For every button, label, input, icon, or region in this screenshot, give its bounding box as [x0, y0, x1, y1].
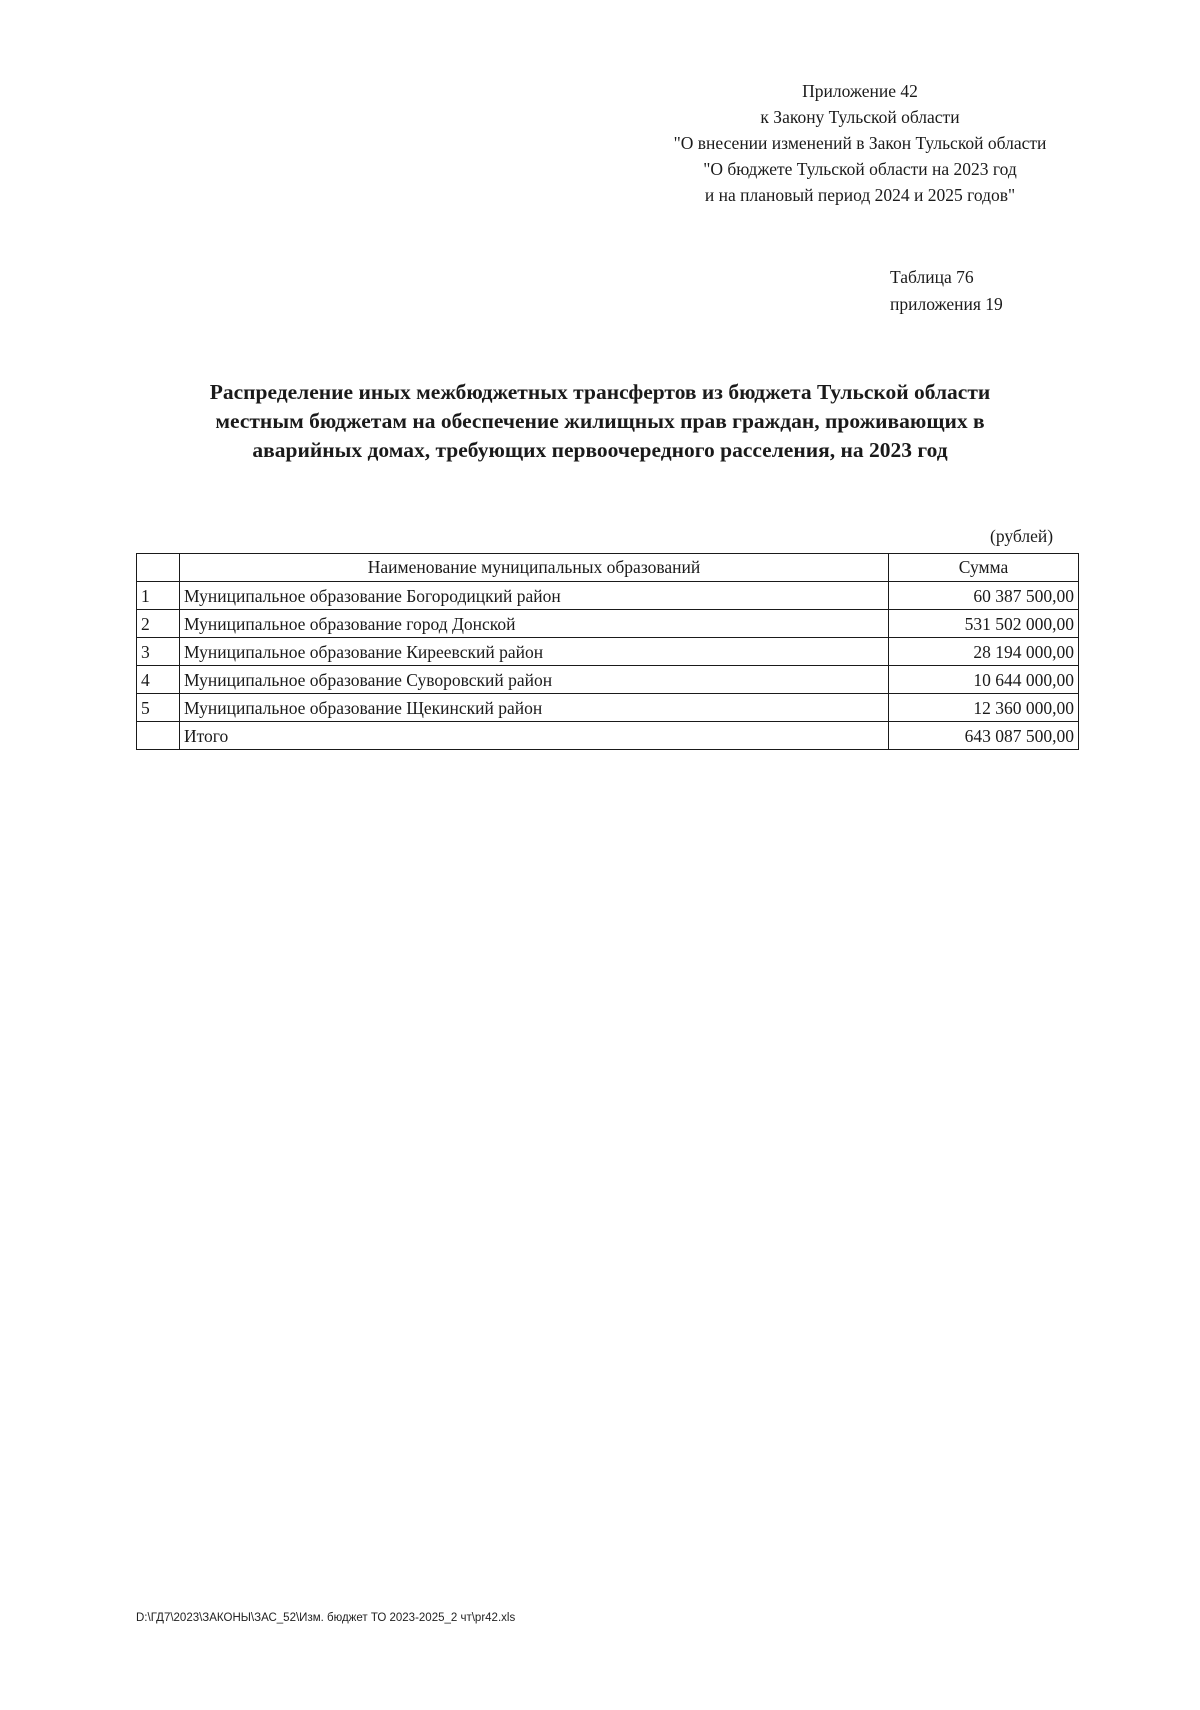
row-name: Муниципальное образование Суворовский район — [180, 666, 889, 694]
row-number: 2 — [137, 610, 180, 638]
total-sum: 643 087 500,00 — [889, 722, 1079, 750]
document-title — [130, 378, 1070, 465]
row-number: 5 — [137, 694, 180, 722]
header-num — [137, 554, 180, 582]
appendix-header-line: и на плановый период 2024 и 2025 годов" — [704, 185, 1016, 205]
row-number: 1 — [137, 582, 180, 610]
document-title-line: аварийных домах, требующих первоочередного расселения, на 2023 год — [252, 438, 948, 462]
row-name: Муниципальное образование город Донской — [180, 610, 889, 638]
row-sum: 10 644 000,00 — [889, 666, 1079, 694]
appendix-header-line: к Закону Тульской области — [760, 107, 960, 127]
appendix-header — [650, 78, 1070, 208]
row-name: Муниципальное образование Богородицкий район — [180, 582, 889, 610]
row-number: 3 — [137, 638, 180, 666]
row-number: 4 — [137, 666, 180, 694]
appendix-header-line: "О бюджете Тульской области на 2023 год — [703, 159, 1017, 179]
document-title-line: местным бюджетам на обеспечение жилищных прав граждан, проживающих в — [215, 409, 985, 433]
table-total-row — [137, 722, 1079, 750]
table-row — [137, 638, 1079, 666]
row-sum: 531 502 000,00 — [889, 610, 1079, 638]
table-row — [137, 582, 1079, 610]
table-reference — [890, 264, 1003, 318]
table-row — [137, 666, 1079, 694]
row-sum: 60 387 500,00 — [889, 582, 1079, 610]
appendix-reference: приложения 19 — [890, 294, 1003, 314]
transfers-table — [136, 553, 1079, 750]
units-label: (рублей) — [990, 526, 1054, 546]
table-number: Таблица 76 — [890, 267, 974, 287]
file-path-footer: D:\ГД7\2023\ЗАКОНЫ\ЗАС_52\Изм. бюджет ТО 2023-2025_2 чт\pr42.xls — [136, 1612, 516, 1624]
total-number — [137, 722, 180, 750]
row-sum: 12 360 000,00 — [889, 694, 1079, 722]
table-row — [137, 694, 1079, 722]
table-row — [137, 610, 1079, 638]
header-sum: Сумма — [889, 554, 1079, 582]
row-name: Муниципальное образование Киреевский район — [180, 638, 889, 666]
appendix-header-line: Приложение 42 — [802, 81, 918, 101]
document-title-line: Распределение иных межбюджетных трансфертов из бюджета Тульской области — [209, 380, 991, 404]
header-name: Наименование муниципальных образований — [180, 554, 889, 582]
appendix-header-line: "О внесении изменений в Закон Тульской области — [673, 133, 1047, 153]
table-header-row — [137, 554, 1079, 582]
row-sum: 28 194 000,00 — [889, 638, 1079, 666]
total-label: Итого — [180, 722, 889, 750]
row-name: Муниципальное образование Щекинский район — [180, 694, 889, 722]
